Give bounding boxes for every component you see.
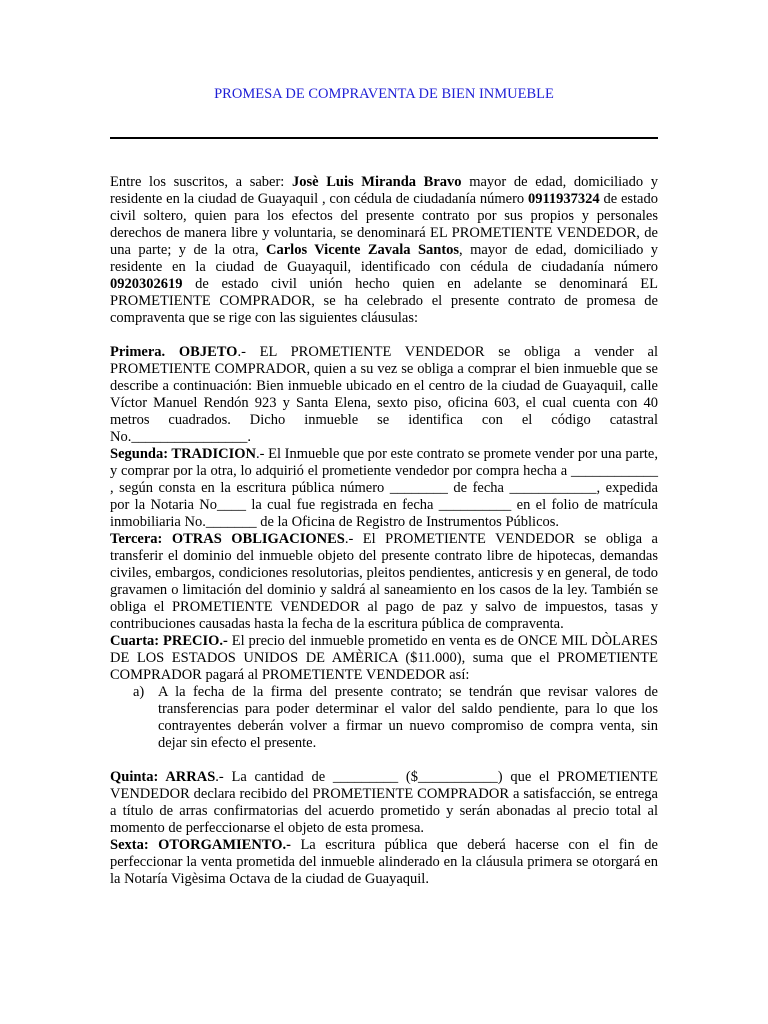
list-item-text: A la fecha de la firma del presente contrato; se tendrán que revisar valores de transferencias para poder determinar el valor del saldo pendiente, para lo que los contrayentes deberán volver a firmar un nuevo compromiso de compra venta, sin dejar sin efecto el presente. <box>158 684 658 751</box>
intro-text-2: mayor de edad, domiciliado y residente en la ciudad de Guayaquil , con cédula de ciudadanía número <box>110 174 659 207</box>
clause-tercera <box>110 531 658 633</box>
document-body <box>110 174 658 888</box>
clause-sexta-heading: Sexta: OTORGAMIENTO.- <box>110 837 291 853</box>
clause-primera-text: .- EL PROMETIENTE VENDEDOR se obliga a vender al PROMETIENTE COMPRADOR, quien a su vez se obliga a comprar el bien inmueble que se describe a continuación: Bien inmueble ubicado en el centro de la ciudad de Guayaquil, calle Víctor Manuel Rendón 923 y Santa Elena, sexto piso, oficina 603, el cual cuenta con 40 metros cuadrados. Dicho inmueble se identifica con el código catastral No.________________. <box>110 344 658 445</box>
clause-cuarta-text: El precio del inmueble prometido en venta es de ONCE MIL DÒLARES DE LOS ESTADOS UNIDOS DE AMÈRICA ($11.000), suma que el PROMETIENTE COMPRADOR pagará al PROMETIENTE VENDEDOR así: <box>110 633 658 683</box>
spacer <box>110 327 658 344</box>
document-title: PROMESA DE COMPRAVENTA DE BIEN INMUEBLE <box>214 86 554 102</box>
clause-segunda <box>110 446 658 531</box>
buyer-name: Carlos Vicente Zavala Santos <box>266 242 460 258</box>
seller-id-number: 0911937324 <box>527 191 600 207</box>
clause-quinta-heading: Quinta: ARRAS <box>110 769 216 785</box>
intro-text-4: , mayor de edad, domiciliado y residente en la ciudad de Guayaquil, identificado con cédula de ciudadanía número <box>110 242 658 275</box>
intro-paragraph <box>110 174 658 327</box>
clause-segunda-text: .- El Inmueble que por este contrato se promete vender por una parte, y comprar por la otra, lo adquirió el prometiente vendedor por compra hecha a ____________ , según consta en la escritura pública número ________ de fecha ____________, expedida por la Notaria No____ la cual fue registrada en fecha __________ en el folio de matrícula inmobiliaria No._______ de la Oficina de Registro de Instrumentos Públicos. <box>110 446 658 530</box>
seller-name: Josè Luis Miranda Bravo <box>291 174 462 190</box>
intro-text-1: Entre los suscritos, a saber: <box>110 174 292 190</box>
clause-sexta-text: La escritura pública que deberá hacerse con el fin de perfeccionar la venta prometida del inmueble alinderado en la cláusula primera se otorgará en la Notaría Vigèsima Octava de la ciudad de Guayaquil. <box>110 837 658 887</box>
title-divider <box>110 137 658 139</box>
clause-cuarta <box>110 633 658 684</box>
clause-primera <box>110 344 658 446</box>
clause-sexta <box>110 837 658 888</box>
list-item <box>133 684 658 752</box>
buyer-id-number: 0920302619 <box>110 276 183 292</box>
clause-primera-heading: Primera. OBJETO <box>110 344 238 360</box>
clause-segunda-heading: Segunda: TRADICION <box>110 446 256 462</box>
spacer <box>110 752 658 769</box>
clause-tercera-heading: Tercera: OTRAS OBLIGACIONES <box>110 531 345 547</box>
intro-text-3: de estado civil soltero, quien para los efectos del presente contrato por sus propios y personales derechos de manera libre y voluntaria, se denominará EL PROMETIENTE VENDEDOR, de una parte; y de la otra, <box>110 191 658 258</box>
list-marker: a) <box>133 684 145 700</box>
clause-tercera-text: .- El PROMETIENTE VENDEDOR se obliga a transferir el dominio del inmueble objeto del presente contrato libre de hipotecas, demandas civiles, embargos, condiciones resolutorias, pleitos pendientes, anticresis y en general, de todo gravamen o limitación del dominio y saldrá al saneamiento en los casos de la ley. También se obliga el PROMETIENTE VENDEDOR al pago de paz y salvo de impuestos, tasas y contribuciones causadas hasta la fecha de la escritura pública de compraventa. <box>110 531 658 632</box>
intro-text-5: de estado civil unión hecho quien en adelante se denominará EL PROMETIENTE COMPRADOR, se ha celebrado el presente contrato de promesa de compraventa que se rige con las siguientes cláusulas: <box>110 276 658 326</box>
clause-quinta-text: .- La cantidad de _________ ($___________) que el PROMETIENTE VENDEDOR declara recibido del PROMETIENTE COMPRADOR a satisfacción, se entrega a título de arras confirmatorias del acuerdo prometido y serán abonadas al precio total al momento de perfeccionarse el objeto de esta promesa. <box>110 769 658 836</box>
clause-quinta <box>110 769 658 837</box>
clause-cuarta-heading: Cuarta: PRECIO.- <box>110 633 228 649</box>
